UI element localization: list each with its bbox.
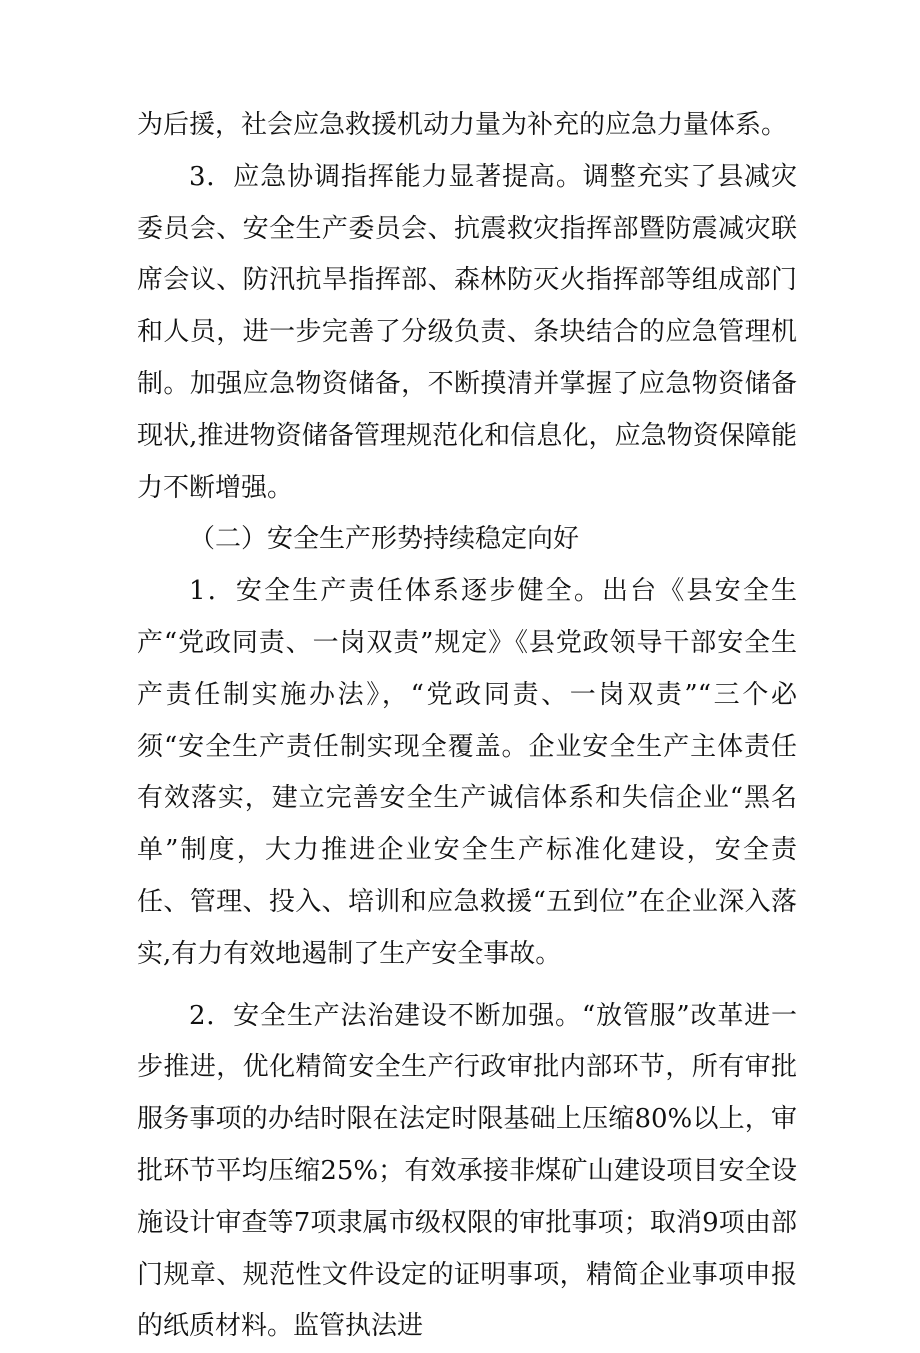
paragraph-continuation: 为后援，社会应急救援机动力量为补充的应急力量体系。 (137, 110, 788, 140)
paragraph-emergency-coordination: 3．应急协调指挥能力显著提高。调整充实了县减灾委员会、安全生产委员会、抗震救灾指挥部暨防震减灾联席会议、防汛抗旱指挥部、森林防灭火指挥部等组成部门和人员，进一步完善了分级负责、条块结合的应急管理机制。加强应急物资储备，不断摸清并掌握了应急物资储备现状,推进物资储备管理规范化和信息化，应急物资保障能力不断增强。 (137, 161, 797, 503)
paragraph-rule-of-law: 2．安全生产法治建设不断加强。“放管服”改革进一步推进，优化精简安全生产行政审批内部环节，所有审批服务事项的办结时限在法定时限基础上压缩80%以上，审批环节平均压缩25%；有效承接非煤矿山建设项目安全设施设计审查等7项隶属市级权限的审批事项；取消9项由部门规章、规范性文件设定的证明事项，精简企业事项申报的纸质材料。监管执法进 (137, 1000, 797, 1342)
document-body (137, 100, 797, 1353)
section-heading-safety-production: （二）安全生产形势持续稳定向好 (189, 524, 580, 555)
paragraph-responsibility-system: 1．安全生产责任体系逐步健全。出台《县安全生产“党政同责、一岗双责”规定》《县党政领导干部安全生产责任制实施办法》，“党政同责、一岗双责”“三个必须“安全生产责任制实现全覆盖。企业安全生产主体责任有效落实，建立完善安全生产诚信体系和失信企业“黑名单”制度，大力推进企业安全生产标准化建设，安全责任、管理、投入、培训和应急救援“五到位”在企业深入落实,有力有效地遏制了生产安全事故。 (137, 576, 797, 969)
